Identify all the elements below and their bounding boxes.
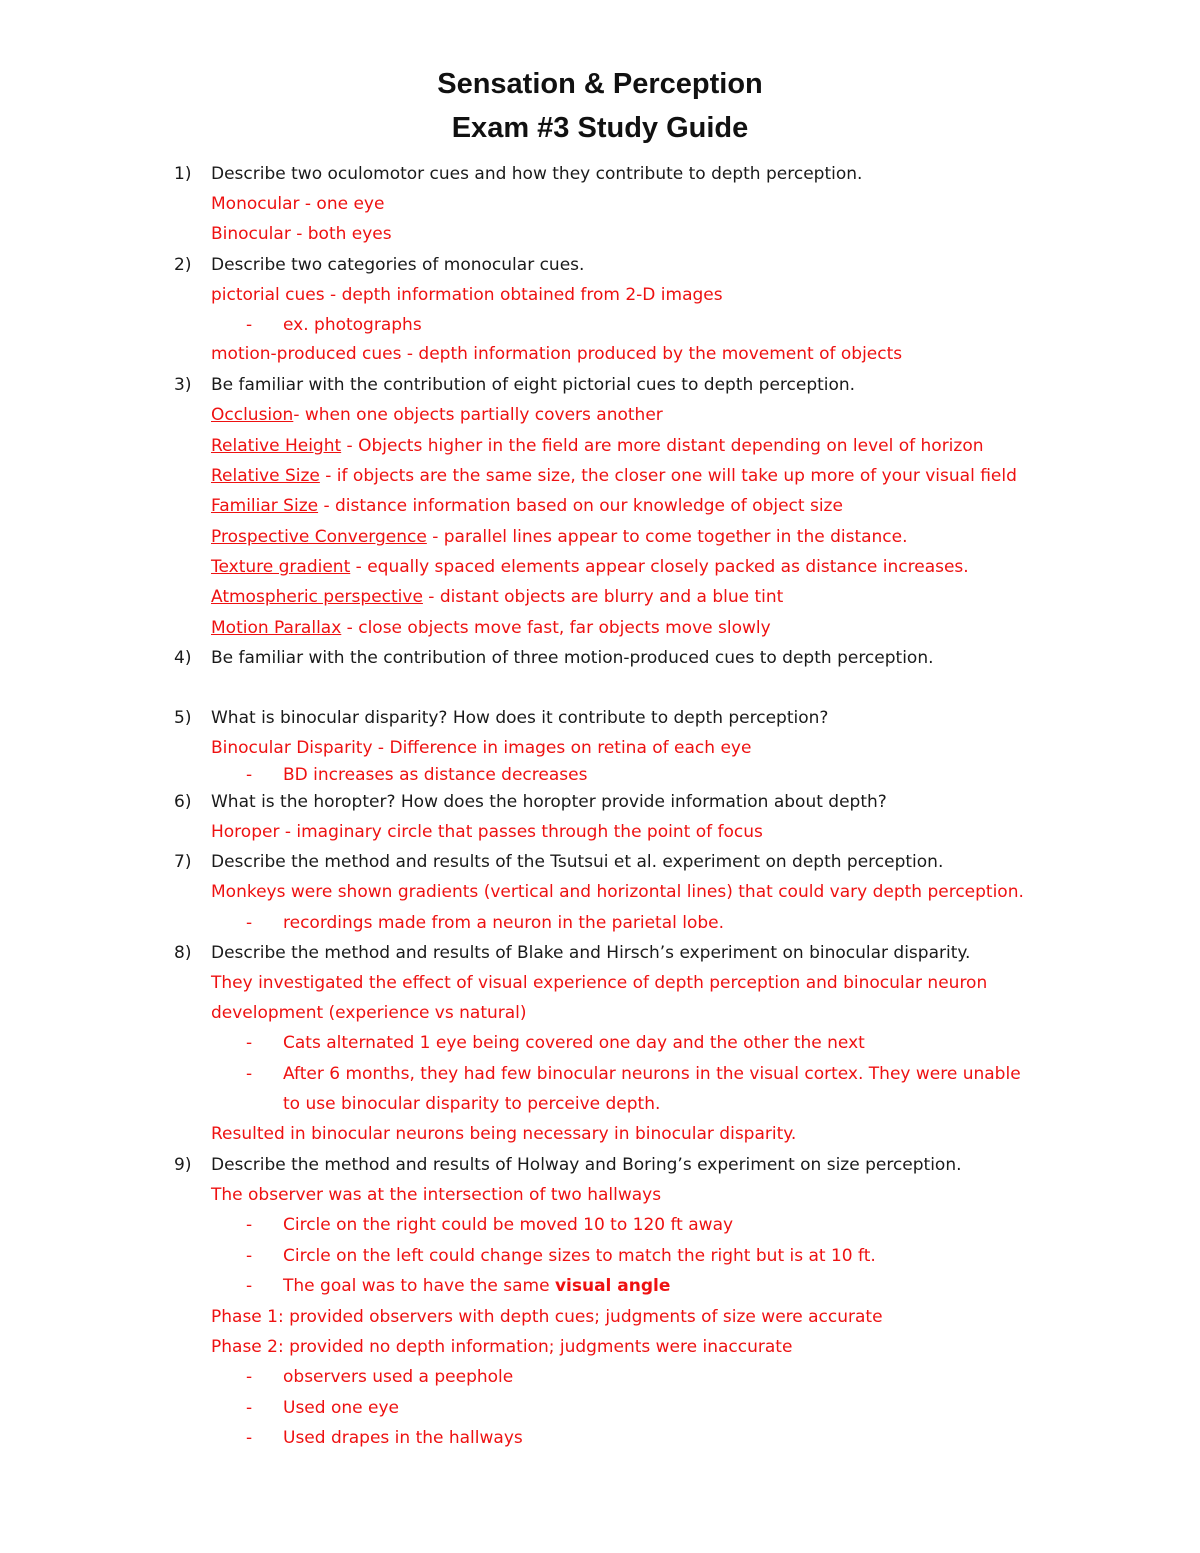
cue-line	[211, 405, 663, 425]
title-line-1: Sensation & Perception	[437, 68, 763, 100]
cue-definition: - when one objects partially covers another	[293, 405, 663, 425]
question-number: 3)	[174, 375, 192, 395]
answer-subline: observers used a peephole	[283, 1367, 514, 1387]
cue-term: Relative Size	[211, 466, 320, 486]
answer-line: pictorial cues - depth information obtained from 2-D images	[211, 285, 723, 305]
answer-subline-text: The goal was to have the same	[283, 1276, 555, 1296]
answer-line: development (experience vs natural)	[211, 1003, 527, 1023]
bullet-dash: -	[246, 1428, 253, 1448]
question-3: Be familiar with the contribution of eight pictorial cues to depth perception.	[211, 375, 856, 395]
cue-line	[211, 557, 969, 577]
bullet-dash: -	[246, 1398, 253, 1418]
title-line-2: Exam #3 Study Guide	[451, 112, 749, 144]
answer-subline: to use binocular disparity to perceive depth.	[283, 1094, 661, 1114]
question-6: What is the horopter? How does the horopter provide information about depth?	[211, 792, 887, 812]
question-2: Describe two categories of monocular cues.	[211, 255, 585, 275]
answer-subline: Circle on the left could change sizes to match the right but is at 10 ft.	[283, 1246, 876, 1266]
cue-definition: - close objects move fast, far objects move slowly	[341, 618, 771, 638]
question-9: Describe the method and results of Holway and Boring’s experiment on size perception.	[211, 1155, 962, 1175]
cue-line	[211, 466, 1017, 486]
question-number: 4)	[174, 648, 192, 668]
answer-line: They investigated the effect of visual experience of depth perception and binocular neuron	[211, 973, 988, 993]
cue-term: Prospective Convergence	[211, 527, 427, 547]
cue-term: Atmospheric perspective	[211, 587, 423, 607]
question-number: 2)	[174, 255, 192, 275]
answer-subline: Used one eye	[283, 1398, 399, 1418]
question-number: 9)	[174, 1155, 192, 1175]
answer-subline: Cats alternated 1 eye being covered one day and the other the next	[283, 1033, 865, 1053]
answer-line: Resulted in binocular neurons being necessary in binocular disparity.	[211, 1124, 797, 1144]
answer-subline: ex. photographs	[283, 315, 422, 335]
emphasis-visual-angle: visual angle	[554, 1276, 671, 1296]
bullet-dash: -	[246, 765, 253, 785]
bullet-dash: -	[246, 1033, 253, 1053]
answer-line: motion-produced cues - depth information produced by the movement of objects	[211, 344, 903, 364]
answer-line: Monocular - one eye	[211, 194, 385, 214]
answer-line: Binocular - both eyes	[211, 224, 392, 244]
question-number: 8)	[174, 943, 192, 963]
cue-line	[211, 527, 908, 547]
bullet-dash: -	[246, 1246, 253, 1266]
answer-line: Horoper - imaginary circle that passes through the point of focus	[211, 822, 763, 842]
question-number: 7)	[174, 852, 192, 872]
cue-term: Motion Parallax	[211, 618, 342, 638]
question-8: Describe the method and results of Blake and Hirsch’s experiment on binocular disparity.	[211, 943, 971, 963]
question-number: 6)	[174, 792, 192, 812]
answer-subline: Circle on the right could be moved 10 to 120 ft away	[283, 1215, 734, 1235]
cue-definition: - parallel lines appear to come together in the distance.	[426, 527, 908, 547]
question-number: 1)	[174, 164, 192, 184]
question-1: Describe two oculomotor cues and how they contribute to depth perception.	[211, 164, 863, 184]
cue-line	[211, 587, 783, 607]
cue-term: Relative Height	[211, 436, 342, 456]
answer-subline: After 6 months, they had few binocular neurons in the visual cortex. They were unable	[283, 1064, 1021, 1084]
cue-line	[211, 436, 984, 456]
question-7: Describe the method and results of the Tsutsui et al. experiment on depth perception.	[211, 852, 944, 872]
phase-2-line: Phase 2: provided no depth information; judgments were inaccurate	[211, 1337, 793, 1357]
phase-1-line: Phase 1: provided observers with depth cues; judgments of size were accurate	[211, 1307, 883, 1327]
cue-definition: - equally spaced elements appear closely packed as distance increases.	[350, 557, 969, 577]
cue-definition: - distance information based on our knowledge of object size	[318, 496, 843, 516]
cue-definition: - Objects higher in the field are more distant depending on level of horizon	[341, 436, 984, 456]
bullet-dash: -	[246, 1215, 253, 1235]
question-4: Be familiar with the contribution of three motion-produced cues to depth perception.	[211, 648, 934, 668]
answer-line: The observer was at the intersection of two hallways	[211, 1185, 662, 1205]
answer-subline: recordings made from a neuron in the parietal lobe.	[283, 913, 725, 933]
answer-subline: BD increases as distance decreases	[283, 765, 588, 785]
cue-line	[211, 496, 843, 516]
bullet-dash: -	[246, 1276, 253, 1296]
cue-definition: - if objects are the same size, the closer one will take up more of your visual field	[319, 466, 1017, 486]
question-number: 5)	[174, 708, 192, 728]
answer-line: Binocular Disparity - Difference in images on retina of each eye	[211, 738, 752, 758]
answer-line: Monkeys were shown gradients (vertical and horizontal lines) that could vary depth perception.	[211, 882, 1024, 902]
cue-term: Texture gradient	[211, 557, 351, 577]
bullet-dash: -	[246, 1064, 253, 1084]
bullet-dash: -	[246, 913, 253, 933]
answer-subline: Used drapes in the hallways	[283, 1428, 523, 1448]
bullet-dash: -	[246, 1367, 253, 1387]
cue-line	[211, 618, 771, 638]
bullet-dash: -	[246, 315, 253, 335]
cue-term: Familiar Size	[211, 496, 319, 516]
cue-definition: - distant objects are blurry and a blue tint	[422, 587, 784, 607]
answer-subline	[283, 1276, 670, 1296]
question-5: What is binocular disparity? How does it contribute to depth perception?	[211, 708, 829, 728]
cue-term: Occlusion	[211, 405, 294, 425]
